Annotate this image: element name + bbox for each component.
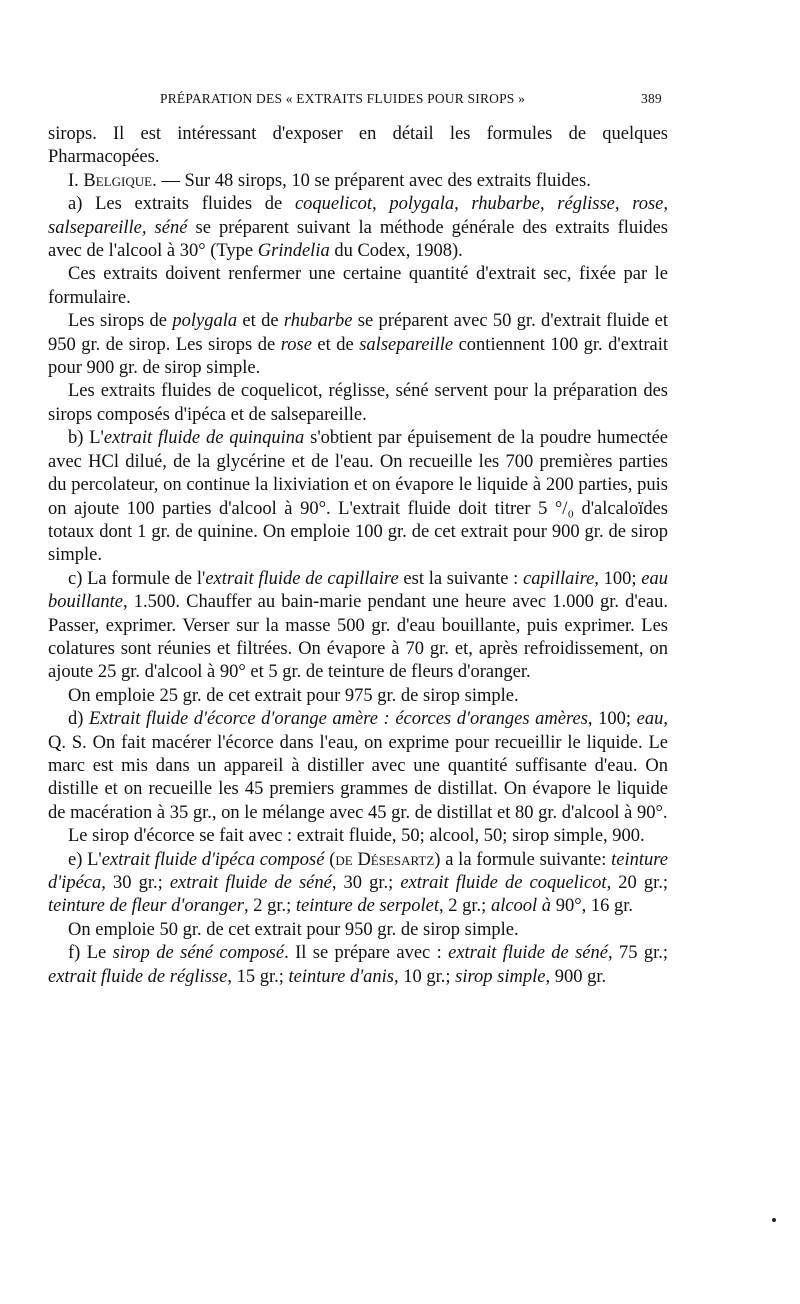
italic-run: rose xyxy=(280,334,312,355)
text-run: , 20 gr.; xyxy=(606,873,669,893)
italic-run: sirop simple xyxy=(455,966,546,987)
text-run: . Il se prépare avec : xyxy=(284,943,449,964)
italic-run: extrait fluide d'ipéca composé xyxy=(101,849,325,870)
italic-run: teinture d'ipéca xyxy=(48,849,668,893)
paragraph-a xyxy=(48,193,668,263)
text-run: f) Le xyxy=(68,943,113,964)
paragraph xyxy=(48,310,668,380)
text-run: et de xyxy=(311,334,360,355)
paragraph xyxy=(48,919,668,942)
text-run: On emploie 50 gr. de cet extrait pour 950 gr. de sirop simple. xyxy=(68,919,519,940)
paragraph-f xyxy=(48,942,668,989)
paragraph-b xyxy=(48,427,668,567)
text-run: d) xyxy=(68,709,90,730)
paragraph-d xyxy=(48,708,668,825)
italic-run: Extrait fluide d'écorce d'orange amère : écorces d'oranges amères xyxy=(89,709,588,730)
text-run: a la formule suivante: xyxy=(440,849,612,870)
paragraph xyxy=(48,123,668,170)
italic-run: capillaire xyxy=(523,568,595,589)
text-run: I. xyxy=(68,170,84,191)
italic-run: teinture de fleur d'oranger xyxy=(48,896,244,917)
text-run: a) Les extraits fluides de xyxy=(68,194,295,215)
paragraph-belgique xyxy=(48,170,668,193)
text-run: , 100; xyxy=(587,709,637,730)
text-run: s'obtient par épuisement de la poudre humectée avec HCl dilué, de la glycérine et de l'eau. On recueille les 700 premières parties du percolateur, on continue la lixiviation et on évapore le liquide à 200 parties, puis on ajoute 100 parties d'alcool à 90°. L'extrait fluide doit titrer 5 °/₀ d'alcaloïdes totaux dont 1 gr. de quinine. On emploie 100 gr. de cet extrait pour 900 gr. de sirop simple. xyxy=(48,428,668,566)
text-run: . — Sur 48 sirops, 10 se préparent avec des extraits fluides. xyxy=(152,170,591,191)
italic-run: extrait fluide de séné xyxy=(448,943,608,964)
paragraph xyxy=(48,263,668,310)
italic-run: polygala xyxy=(172,311,238,332)
text-run: c) La formule de l' xyxy=(68,568,206,589)
paragraph-c xyxy=(48,568,668,685)
text-run: se préparent avec 50 gr. d'extrait fluide et 950 gr. de sirop. Les sirops de xyxy=(48,311,669,355)
header-title: PRÉPARATION DES « EXTRAITS FLUIDES POUR SIROPS » xyxy=(160,91,526,106)
text-run: Ces extraits doivent renfermer une certaine quantité d'extrait sec, fixée par le formulaire. xyxy=(48,264,668,308)
text-run: On emploie 25 gr. de cet extrait pour 975 gr. de sirop simple. xyxy=(68,685,519,706)
author-name: (de Désesartz) xyxy=(324,849,441,870)
italic-run: extrait fluide de réglisse xyxy=(48,966,228,987)
italic-run: eau bouillante xyxy=(48,568,668,613)
italic-run: extrait fluide de quinquina xyxy=(103,428,305,449)
italic-run: salsepareille xyxy=(359,334,454,355)
text-run: se préparent suivant la méthode générale des extraits fluides avec de l'alcool à 30° (Type xyxy=(48,217,668,262)
italic-run: extrait fluide de séné xyxy=(169,873,332,893)
italic-run: alcool à xyxy=(490,896,552,917)
text-run: , 15 gr.; xyxy=(227,966,289,987)
text-run: , 30 gr.; xyxy=(331,873,401,893)
text-run: du Codex, 1908). xyxy=(329,241,463,262)
body-text xyxy=(48,123,668,989)
italic-run: rhubarbe xyxy=(283,311,353,332)
text-run: Les sirops de xyxy=(68,311,173,332)
paragraph xyxy=(48,825,668,848)
paragraph-e xyxy=(48,849,668,919)
italic-run: extrait fluide de coquelicot xyxy=(400,873,607,893)
italic-run: teinture de serpolet xyxy=(295,896,440,917)
italic-run: extrait fluide de capillaire xyxy=(205,568,399,589)
text-run: , 900 gr. xyxy=(545,966,607,987)
text-run: , 2 gr.; xyxy=(439,896,491,917)
text-run: , 75 gr.; xyxy=(607,943,668,964)
text-run: est la suivante : xyxy=(398,568,524,589)
text-run: , 10 gr.; xyxy=(394,966,456,987)
paragraph xyxy=(48,685,668,708)
paragraph xyxy=(48,380,668,427)
section-label: Belgique xyxy=(83,170,153,191)
text-run: 90°, 16 gr. xyxy=(551,896,633,917)
italic-run: eau xyxy=(636,709,664,730)
italic-run: teinture d'anis xyxy=(288,966,394,987)
running-header xyxy=(0,91,800,113)
text-run: et de xyxy=(237,311,284,332)
italic-run: Grindelia xyxy=(257,241,330,262)
text-run: , 2 gr.; xyxy=(243,896,296,917)
text-run: , 1.500. Chauffer au bain-marie pendant une heure avec 1.000 gr. d'eau. Passer, exprimer. Verser sur la masse 500 gr. d'eau bouillante, puis exprimer. Les colatures sont réunies et filtrées. On évapore à 70 gr. et, après refroidissement, on ajoute 25 gr. d'alcool à 90° et 5 gr. de teinture de fleurs d'oranger. xyxy=(48,592,668,683)
italic-run: coquelicot, polygala, rhubarbe, réglisse, rose, salsepareille, séné xyxy=(48,194,668,238)
text-run: , 30 gr.; xyxy=(101,873,170,893)
italic-run: sirop de séné composé xyxy=(112,943,285,964)
text-run: e) L' xyxy=(68,849,102,870)
text-run: Le sirop d'écorce se fait avec : extrait fluide, 50; alcool, 50; sirop simple, 900. xyxy=(68,826,645,847)
text-run: sirops. Il est intéressant d'exposer en détail les formules de quelques Pharmacopées. xyxy=(48,124,668,168)
text-run: Les extraits fluides de coquelicot, réglisse, séné servent pour la préparation des sirops composés d'ipéca et de salsepareille. xyxy=(48,381,668,425)
text-run: b) L' xyxy=(68,428,104,449)
print-speck xyxy=(772,1218,776,1222)
text-run: , 100; xyxy=(594,568,642,589)
text-run: contiennent 100 gr. d'extrait pour 900 gr. de sirop simple. xyxy=(48,334,668,379)
page-number: 389 xyxy=(641,91,662,106)
text-run: , Q. S. On fait macérer l'écorce dans l'eau, on exprime pour recueillir le liquide. Le marc est mis dans un appareil à distiller avec une quantité suffisante d'eau. On distille et on recueille les 45 premiers grammes de distillat. On évapore le liquide de macération à 35 gr., on le mélange avec 45 gr. de distillat et 80 gr. d'alcool à 90°. xyxy=(48,709,668,823)
